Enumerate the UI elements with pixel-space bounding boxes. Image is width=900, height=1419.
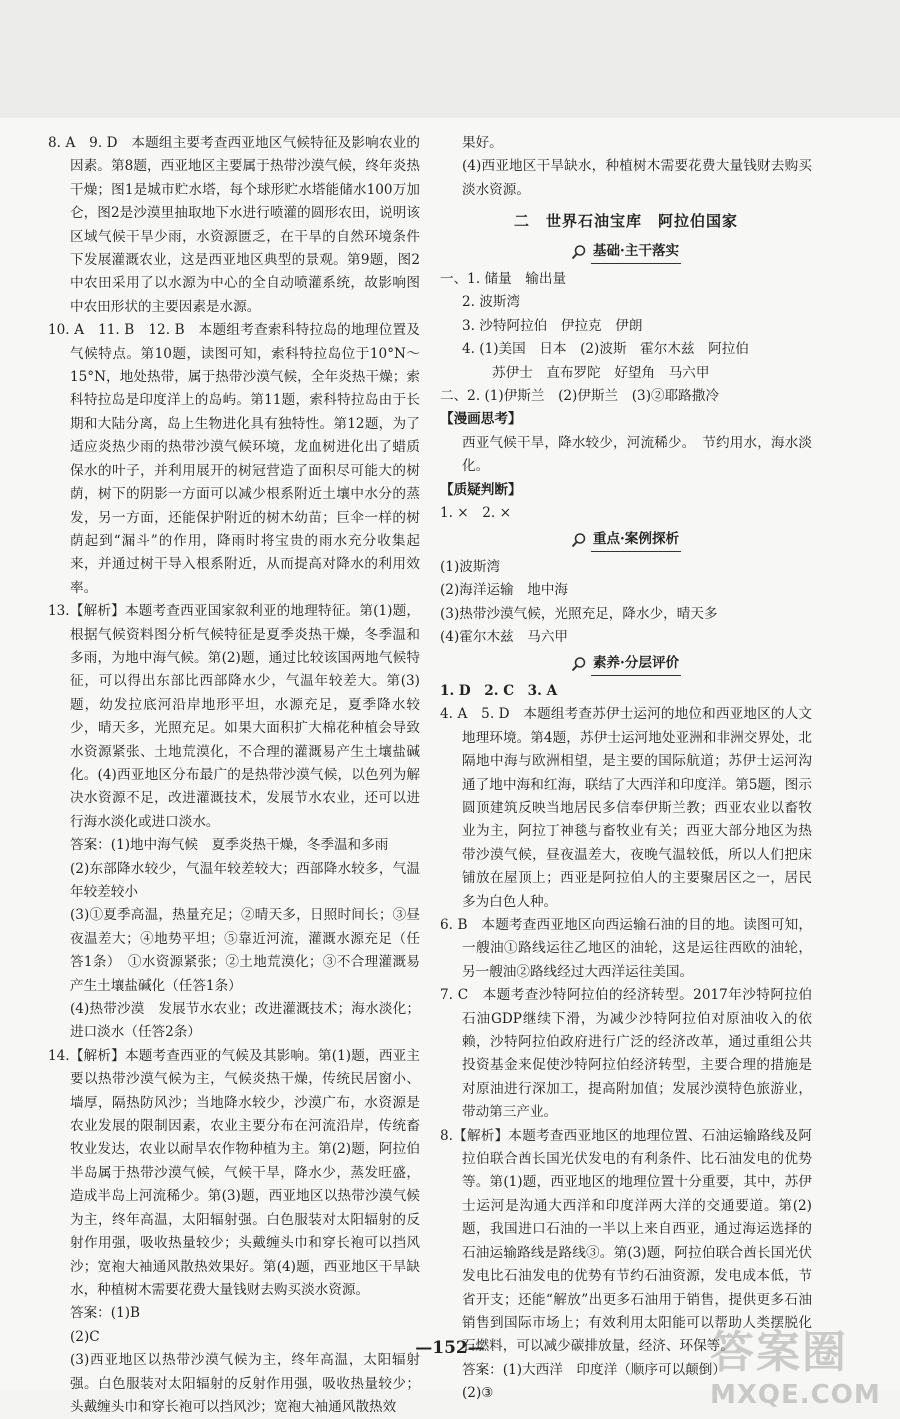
answer-14-key-1: 答案：(1)B	[70, 1305, 141, 1322]
eval-answer-6: 6. B 本题考查西亚地区向西运输石油的目的地。读图可知，一艘油①路线运往乙地区的油轮，这是运往西欧的油轮，另一艘油②路线经过大西洋运往美国。	[440, 917, 812, 980]
case-line-1: (1)波斯湾	[440, 558, 501, 575]
basics-line-4: 4. (1)美国 日本 (2)波斯 霍尔木兹 阿拉伯	[462, 341, 749, 358]
basics-line-5: 二、2. (1)伊斯兰 (2)伊斯兰 (3)②耶路撒冷	[440, 388, 719, 405]
subheading-basics-label: 基础·主干落实	[591, 240, 681, 264]
eval-answer-7: 7. C 本题考查沙特阿拉伯的经济转型。2017年沙特阿拉伯石油GDP继续下滑，为减少沙特阿拉伯对原油收入的依赖，沙特阿拉伯政府进行广泛的经济改革，通过重组公共投资基金来促使沙特阿拉伯经济转型，主要合理的措施是对原油进行深加工，提高附加值；发展沙漠特色旅游业，带动第三产业。	[440, 987, 812, 1121]
basics-line-2: 2. 波斯湾	[462, 294, 521, 311]
basics-line-4b: 苏伊士 直布罗陀 好望角 马六甲	[492, 364, 710, 381]
case-line-2: (2)海洋运输 地中海	[440, 582, 569, 599]
watermark-line-1: 答案圈	[710, 1327, 848, 1378]
continued-text-1: 果好。	[462, 135, 503, 151]
answer-13-key-1: 答案：(1)地中海气候 夏季炎热干燥，冬季温和多雨	[70, 837, 389, 854]
zhiyi-answer: 1. × 2. ×	[440, 505, 511, 522]
watermark-logo	[710, 1316, 881, 1410]
basics-line-3: 3. 沙特阿拉伯 伊拉克 伊朗	[462, 317, 643, 334]
eval-answer-8-key-1: 答案：(1)大西洋 印度洋（顺序可以颠倒）	[462, 1361, 726, 1378]
subheading-cases	[440, 528, 812, 552]
answer-13-key-3: (3)①夏季高温，热量充足；②晴天多，日照时间长；③昼夜温差大；④地势平坦；⑤靠近河流，灌溉水源充足（任答1条） ①水资源紧张；②土地荒漠化；③不合理灌溉易产生土壤盐碱化（任答1条）	[70, 907, 420, 994]
subheading-evaluation-label: 素养·分层评价	[591, 652, 681, 676]
answer-14-analysis: 14.【解析】本题考查西亚的气候及其影响。第(1)题，西亚主要以热带沙漠气候为主，气候炎热干燥，传统民居窗小、墙厚，隔热防风沙；当地降水较少，沙漠广布，水资源是农业发展的限制因素，农业主要分布在河流沿岸，传统畜牧业发达，农业以耐旱农作物种植为主。第(2)题，阿拉伯半岛属于热带沙漠气候，气候干旱，降水少，蒸发旺盛，造成半岛上河流稀少。第(3)题，西亚地区以热带沙漠气候为主，终年高温，太阳辐射强。白色服装对太阳辐射的反射作用强，吸收热量较少；头戴缠头巾和穿长袍可以挡风沙；宽袍大袖通风散热效果好。第(4)题，西亚地区干旱缺水，种植树木需要花费大量钱财去购买淡水资源。	[48, 1047, 420, 1298]
answer-8-9: 8. A 9. D 本题组主要考查西亚地区气候特征及影响农业的因素。第8题，西亚地区主要属于热带沙漠气候，终年炎热干燥；图1是城市贮水塔，每个球形贮水塔能储水100万加仑，图2是沙漠里抽取地下水进行喷灌的圆形农田，说明该区域气候干旱少雨，水资源匮乏，在干旱的自然环境条件下发展灌溉农业，这是西亚地区典型的景观。第9题，图2中农田采用了以水源为中心的全自动喷灌系统，故影响图中农田形状的主要因素是水源。	[48, 135, 420, 315]
answer-14-key-3: (3)西亚地区以热带沙漠气候为主，终年高温，太阳辐射强。白色服装对太阳辐射的反射作用强，吸收热量较少；头戴缠头巾和穿长袍可以挡风沙；宽袍大袖通风散热效	[70, 1352, 420, 1415]
answer-10-12: 10. A 11. B 12. B 本题组考查索科特拉岛的地理位置及气候特点。第10题，读图可知，索科特拉岛位于10°N～15°N，地处热带，属于热带沙漠气候，全年炎热干燥；索科特拉岛是印度洋上的岛屿。第11题，索科特拉岛由于长期和大陆分离，岛上生物进化具有独特性。第12题，为了适应炎热少雨的热带沙漠气候环境，龙血树进化出了蜡质保水的叶子，并利用展开的树冠营造了面积尽可能大的树荫，树下的阴影一方面可以减少根系附近土壤中水分的蒸发，另一方面，还能保护附近的树木幼苗；巨伞一样的树荫起到“漏斗”的作用，降雨时将宝贵的雨水充分收集起来，并通过树干导入根系附近，从而提高对降水的利用效率。	[48, 322, 420, 596]
eval-answer-8-key-2: (2)③	[462, 1385, 494, 1402]
zhiyi-tag: 【质疑判断】	[440, 481, 522, 498]
eval-answer-4-5: 4. A 5. D 本题组考查苏伊士运河的地位和西亚地区的人文地理环境。第4题，苏伊士运河地处亚洲和非洲交界处，北隔地中海与欧洲相望，是主要的国际航道；苏伊士运河沟通了地中海和红海，联结了大西洋和印度洋。第5题，图示圆顶建筑反映当地居民多信奉伊斯兰教；西亚农业以畜牧业为主，阿拉丁神毯与畜牧业有关；西亚大部分地区为热带沙漠气候，昼夜温差大，夜晚气温较低，所以人们把床铺放在屋顶上；西亚是阿拉伯人的主要聚居区之一，居民多为白色人种。	[440, 706, 812, 910]
subheading-cases-label: 重点·案例探析	[591, 528, 681, 552]
case-line-4: (4)霍尔木兹 马六甲	[440, 629, 569, 646]
basics-line-1: 一、1. 储量 输出量	[440, 271, 567, 288]
case-line-3: (3)热带沙漠气候，光照充足，降水少，晴天多	[440, 605, 718, 622]
answer-13-key-4: (4)热带沙漠 发展节水农业；改进灌溉技术；海水淡化；进口淡水（任答2条）	[70, 1001, 420, 1041]
magnifier-icon	[571, 244, 587, 260]
continued-text-2: (4)西亚地区干旱缺水，种植树木需要花费大量钱财去购买淡水资源。	[462, 158, 812, 198]
answer-13-key-2: (2)东部降水较少，气温年较差较大；西部降水较多，气温年较差较小	[70, 860, 420, 900]
answer-13-analysis: 13.【解析】本题考查西亚国家叙利亚的地理特征。第(1)题，根据气候资料图分析气候特征是夏季炎热干燥，冬季温和多雨，为地中海气候。第(2)题，通过比较该国两地气候特征，可以得出东部比西部降水少，气温年较差大。第(3)题，幼发拉底河沿岸地形平坦，水源充足，夏季降水较少，晴天多，光照充足。如果大面积扩大棉花种植会导致水资源紧张、土地荒漠化，不合理的灌溉易产生土壤盐碱化。(4)西亚地区分布最广的是热带沙漠气候，以色列为解决水资源不足，改进灌溉技术，发展节水农业，还可以进行海水淡化或进口淡水。	[48, 603, 420, 830]
eval-answer-8-analysis: 8.【解析】本题考查西亚地区的地理位置、石油运输路线及阿拉伯联合酋长国光伏发电的有利条件、比石油发电的优势等。第(1)题，西亚地区的地理位置十分重要，其中，苏伊士运河是沟通大西洋和印度洋两大洋的交通要道。第(2)题，我国进口石油的一半以上来自西亚，通过海运选择的石油运输路线是路线③。第(3)题，阿拉伯联合酋长国光伏发电比石油发电的优势有节约石油资源，发电成本低，节省开支；还能“解放”出更多石油用于销售，提供更多石油销售到国际市场上；有效利用太阳能可以帮助人类摆脱化石燃料，可以减少碳排放量，经济、环保等。	[440, 1127, 812, 1355]
subheading-evaluation	[440, 652, 812, 676]
magnifier-icon	[571, 656, 587, 672]
section-title: 二 世界石油宝库 阿拉伯国家	[513, 212, 738, 231]
top-margin	[0, 0, 900, 118]
subheading-basics	[440, 240, 812, 264]
page-number: —152—	[415, 1338, 485, 1358]
right-column	[440, 132, 812, 1406]
manhua-answer: 西亚气候干旱，降水较少，河流稀少。 节约用水，海水淡化。	[462, 434, 812, 475]
manhua-tag: 【漫画思考】	[440, 411, 522, 428]
left-column	[48, 132, 420, 1419]
answer-page	[0, 118, 900, 1415]
watermark-line-2: MXQE.COM	[710, 1380, 881, 1410]
magnifier-icon	[571, 532, 587, 548]
eval-answers-1-3: 1. D 2. C 3. A	[440, 682, 558, 699]
answer-14-key-2: (2)C	[70, 1328, 100, 1345]
